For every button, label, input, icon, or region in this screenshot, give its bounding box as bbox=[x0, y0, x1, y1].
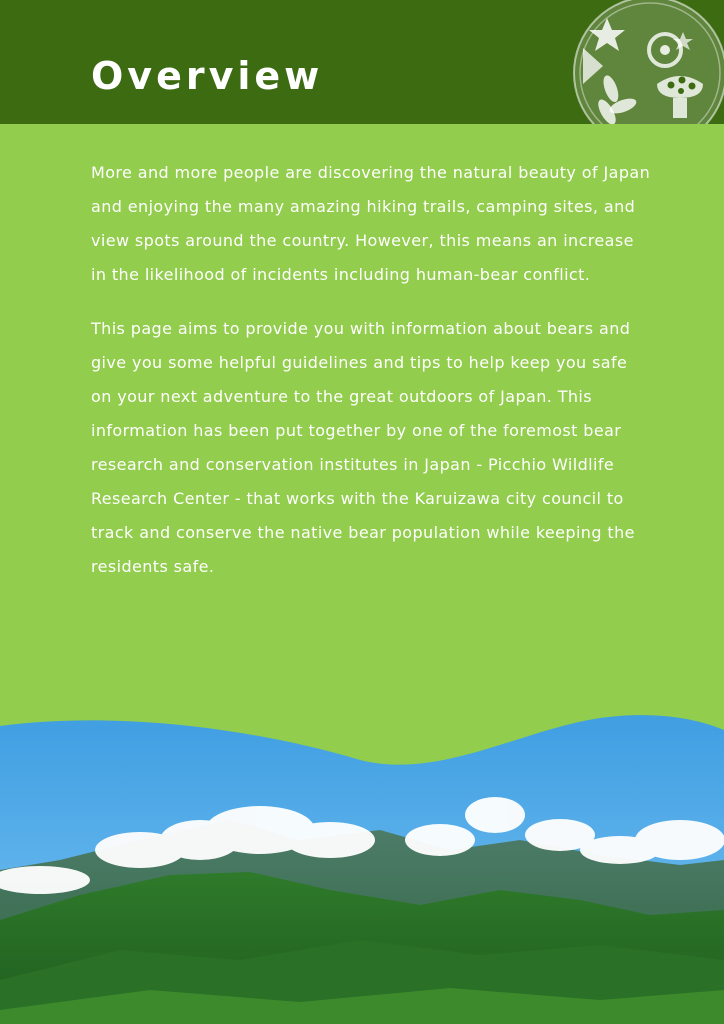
picchio-emblem-icon bbox=[565, 0, 724, 124]
header-banner bbox=[0, 0, 724, 124]
overview-text bbox=[91, 156, 651, 604]
page-title: Overview bbox=[91, 54, 324, 98]
paragraph-intro: More and more people are discovering the natural beauty of Japan and enjoying the many amazing hiking trails, camping sites, and view spots around the country. However, this means an increase in the likelihood of incidents including human-bear conflict. bbox=[91, 163, 651, 284]
mountain-landscape-icon bbox=[0, 690, 724, 1024]
paragraph-purpose: This page aims to provide you with information about bears and give you some helpful guidelines and tips to help keep you safe on your next adventure to the great outdoors of Japan. This information has been put together by one of the foremost bear research and conservation institutes in Japan - Picchio Wildlife Research Center - that works with the Karuizawa city council to track and conserve the native bear population while keeping the residents safe. bbox=[91, 319, 635, 576]
